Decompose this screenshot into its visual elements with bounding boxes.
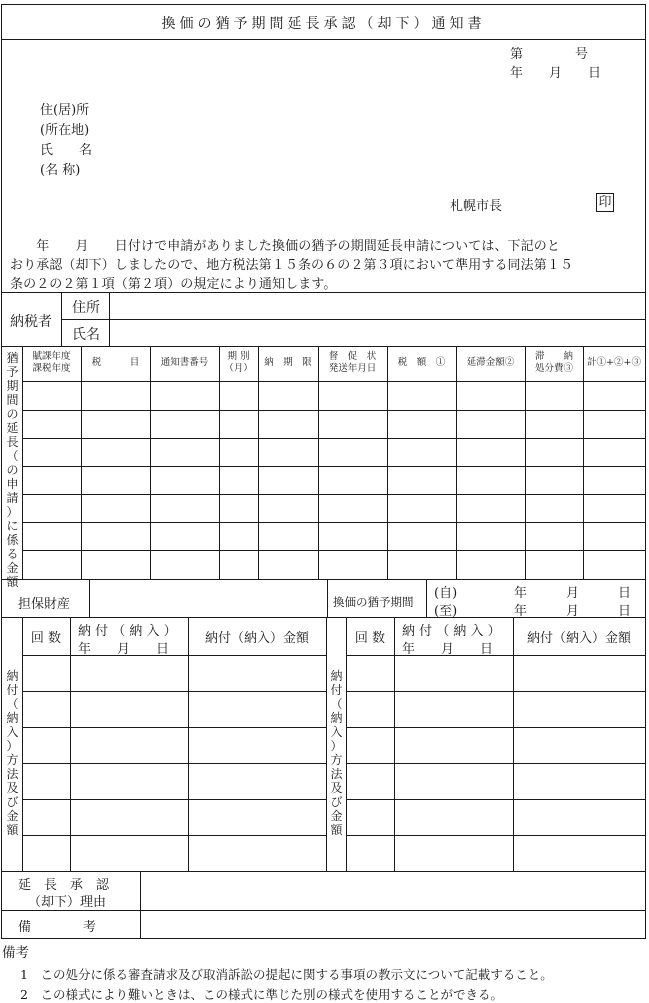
column-header: 督 促 状 発送年月日: [328, 351, 377, 374]
location-label: (所在地): [40, 123, 90, 138]
payment-date-header-ymd: 年 月 日: [78, 642, 170, 657]
divider: [346, 691, 645, 692]
period-to-label: (至): [434, 604, 458, 619]
body-line-3: 条の２の２第１項（第２項）の規定により通知します。: [10, 277, 337, 292]
taxpayer-address-label: 住所: [72, 300, 100, 316]
column-header: 税 目: [91, 357, 140, 368]
column-header: 滞 納 処分費③: [534, 351, 573, 374]
divider: [22, 655, 326, 656]
divider: [346, 799, 645, 800]
divider: [22, 466, 645, 467]
body-line-1: 年 月 日付けで申請がありました換価の猶予の期間延長申請については、下記のと: [10, 239, 560, 254]
divider: [2, 292, 645, 293]
divider: [22, 381, 645, 382]
column-header: 延滞金額②: [466, 357, 515, 368]
divider: [456, 346, 457, 579]
collateral-label: 担保財産: [18, 597, 71, 612]
mayor-label: 札幌市長: [450, 199, 503, 214]
divider: [346, 727, 645, 728]
divider: [22, 799, 326, 800]
divider: [89, 579, 90, 617]
period-to-date: 年 月 日: [514, 604, 632, 619]
notes-heading: 備考: [2, 945, 29, 961]
divider: [140, 871, 141, 938]
payment-date-header: 納 付 （ 納 入 ）: [78, 624, 177, 639]
seal-stamp: 印: [596, 193, 614, 212]
divider: [22, 494, 645, 495]
count-header: 回 数: [354, 631, 386, 646]
divider: [346, 655, 645, 656]
divider: [150, 346, 151, 579]
divider: [22, 691, 326, 692]
name-label: 氏 名: [40, 143, 93, 158]
form-title: 換価の猶予期間延長承認（却下）通知書: [161, 16, 486, 32]
document-number: 第 号: [510, 47, 589, 62]
form-frame: [1, 4, 646, 939]
divider: [22, 550, 645, 551]
divider: [426, 579, 427, 617]
divider: [346, 763, 645, 764]
divider: [81, 346, 82, 579]
remarks-row-label: 備 考: [18, 920, 97, 935]
deferral-period-label: 換価の猶予期間: [333, 595, 414, 609]
payment-date-header-ymd: 年 月 日: [402, 642, 494, 657]
divider: [525, 346, 526, 579]
divider: [22, 835, 326, 836]
amount-side-label: 猶 予 期 間 の 延 長 （ の 申 請 ） に 係 る 金 額: [6, 351, 19, 589]
address-label: 住(居)所: [40, 103, 90, 118]
org-name-label: (名 称): [40, 163, 81, 178]
divider: [22, 438, 645, 439]
payment-date-header: 納 付 （ 納 入 ）: [402, 624, 501, 639]
divider: [22, 410, 645, 411]
column-header: 賦課年度 課税年度: [32, 351, 71, 374]
column-header: 期 別 （月）: [224, 351, 253, 374]
column-header: 納 期 限: [264, 357, 312, 368]
body-line-2: おり承認（却下）しましたので、地方税法第１５条の６の２第３項において準用する同法第１５: [10, 258, 574, 273]
payment-side-label-right: 納 付 （ 納 入 ） 方 法 及 び 金 額: [330, 669, 343, 837]
divider: [219, 346, 220, 579]
divider: [346, 835, 645, 836]
divider: [61, 319, 645, 320]
period-from-label: (自): [434, 586, 458, 601]
divider: [318, 346, 319, 579]
divider: [2, 346, 645, 347]
column-header: 税 額 ①: [397, 357, 446, 368]
payment-side-label-left: 納 付 （ 納 入 ） 方 法 及 び 金 額: [6, 669, 19, 837]
period-from-date: 年 月 日: [514, 586, 632, 601]
count-header: 回 数: [30, 631, 62, 646]
divider: [387, 346, 388, 579]
divider: [22, 727, 326, 728]
divider: [22, 522, 645, 523]
divider: [22, 346, 23, 579]
divider: [2, 871, 645, 872]
payment-amount-header: 納付（納入）金額: [204, 631, 309, 646]
taxpayer-label: 納税者: [10, 314, 52, 330]
divider: [327, 579, 328, 617]
column-header: 計①+②+③: [587, 357, 641, 368]
note-item-2: 2 この様式により難いときは、この様式に準じた別の様式を使用することができる。: [20, 987, 503, 1002]
document-date: 年 月 日: [510, 66, 602, 81]
divider: [258, 346, 259, 579]
extension-reason-label: 延 長 承 認: [18, 878, 110, 893]
payment-amount-header: 納付（納入）金額: [526, 631, 631, 646]
note-item-1: 1 この処分に係る審査請求及び取消訴訟の提起に関する事項の教示文について記載すること。: [20, 967, 553, 982]
divider: [2, 579, 645, 580]
divider: [2, 39, 645, 40]
column-header: 通知書番号: [160, 357, 209, 368]
divider: [2, 617, 645, 618]
divider: [326, 617, 327, 871]
divider: [2, 910, 645, 911]
divider: [22, 763, 326, 764]
taxpayer-name-label: 氏名: [72, 327, 100, 343]
divider: [583, 346, 584, 579]
extension-reason-label-2: （却下）理由: [28, 895, 107, 910]
